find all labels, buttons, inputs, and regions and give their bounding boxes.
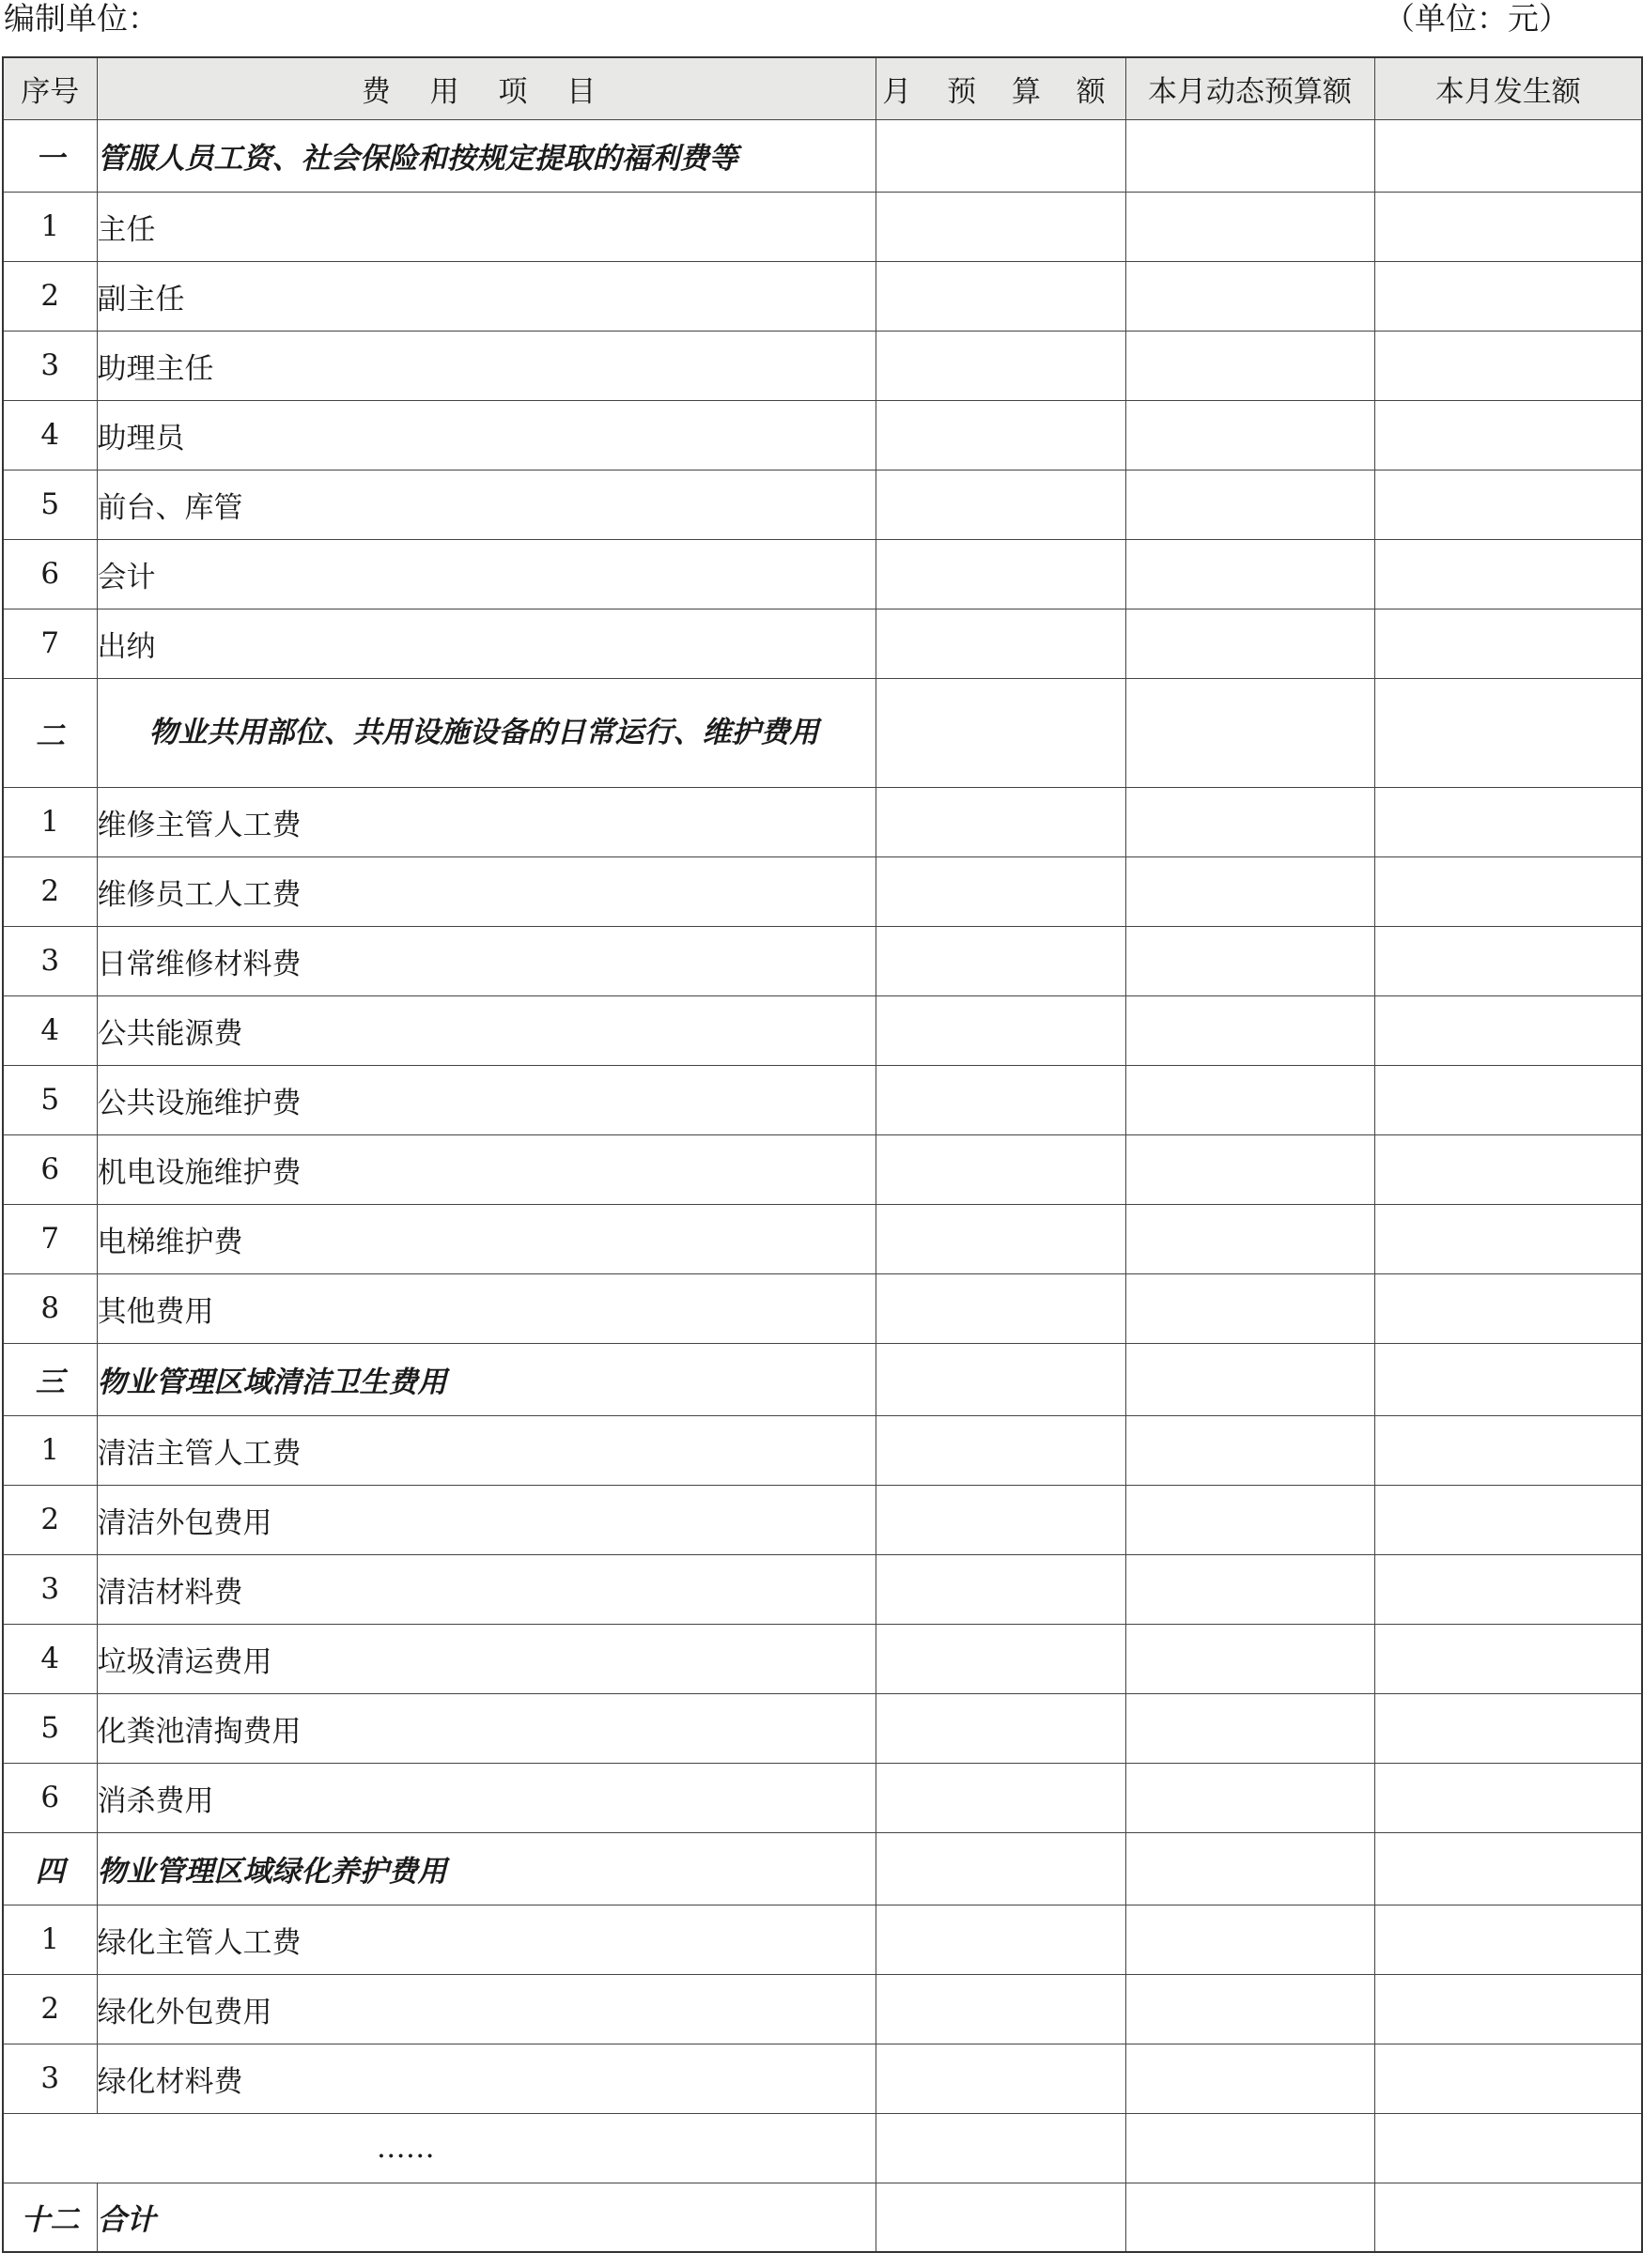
row-seq: 三	[3, 1343, 97, 1415]
unit-label: （单位：元）	[1384, 0, 1570, 37]
dynamic-budget-cell[interactable]	[1125, 1065, 1374, 1134]
row-item: 管服人员工资、社会保险和按规定提取的福利费等	[97, 119, 876, 192]
dynamic-budget-cell[interactable]	[1125, 400, 1374, 470]
col-header-seq: 序号	[3, 57, 97, 119]
actual-cell[interactable]	[1374, 1134, 1642, 1204]
budget-table	[2, 56, 1643, 2253]
dynamic-budget-cell[interactable]	[1125, 539, 1374, 609]
row-item: 消杀费用	[97, 1763, 876, 1832]
row-seq: 7	[3, 609, 97, 678]
actual-cell[interactable]	[1374, 787, 1642, 856]
row-seq: 二	[3, 678, 97, 787]
actual-cell[interactable]	[1374, 926, 1642, 995]
dynamic-budget-cell[interactable]	[1125, 1624, 1374, 1693]
row-seq: 1	[3, 192, 97, 261]
actual-cell[interactable]	[1374, 1974, 1642, 2044]
table-row	[3, 995, 1642, 1065]
dynamic-budget-cell[interactable]	[1125, 1343, 1374, 1415]
actual-cell[interactable]	[1374, 400, 1642, 470]
monthly-budget-cell[interactable]	[876, 1905, 1125, 1974]
row-seq: 3	[3, 926, 97, 995]
row-seq: 3	[3, 1554, 97, 1624]
dynamic-budget-cell[interactable]	[1125, 787, 1374, 856]
row-item: 物业共用部位、共用设施设备的日常运行、维护费用	[97, 678, 876, 787]
monthly-budget-cell[interactable]	[876, 261, 1125, 331]
table-row	[3, 1204, 1642, 1273]
monthly-budget-cell[interactable]	[876, 2113, 1125, 2183]
table-row	[3, 1974, 1642, 2044]
col-header-dynamic-budget: 本月动态预算额	[1125, 57, 1374, 119]
monthly-budget-cell[interactable]	[876, 678, 1125, 787]
row-seq: 5	[3, 1693, 97, 1763]
actual-cell[interactable]	[1374, 539, 1642, 609]
row-item: 主任	[97, 192, 876, 261]
actual-cell[interactable]	[1374, 609, 1642, 678]
dynamic-budget-cell[interactable]	[1125, 2113, 1374, 2183]
monthly-budget-cell[interactable]	[876, 119, 1125, 192]
table-row	[3, 1273, 1642, 1343]
row-item: 维修主管人工费	[97, 787, 876, 856]
section-row	[3, 119, 1642, 192]
monthly-budget-cell[interactable]	[876, 1974, 1125, 2044]
col-header-actual: 本月发生额	[1374, 57, 1642, 119]
table-row	[3, 1485, 1642, 1554]
monthly-budget-cell[interactable]	[876, 1415, 1125, 1485]
row-item: 前台、库管	[97, 470, 876, 539]
row-item: 物业管理区域清洁卫生费用	[97, 1343, 876, 1415]
row-seq: 4	[3, 995, 97, 1065]
row-item: 公共设施维护费	[97, 1065, 876, 1134]
total-row	[3, 2183, 1642, 2252]
dynamic-budget-cell[interactable]	[1125, 1974, 1374, 2044]
row-seq: 1	[3, 1415, 97, 1485]
monthly-budget-cell[interactable]	[876, 539, 1125, 609]
row-seq: 6	[3, 539, 97, 609]
row-seq: 四	[3, 1832, 97, 1905]
actual-cell[interactable]	[1374, 119, 1642, 192]
actual-cell[interactable]	[1374, 1763, 1642, 1832]
row-seq: 3	[3, 2044, 97, 2113]
row-item: 助理主任	[97, 331, 876, 400]
monthly-budget-cell[interactable]	[876, 1204, 1125, 1273]
row-item: 助理员	[97, 400, 876, 470]
row-seq: 2	[3, 856, 97, 926]
row-seq: 4	[3, 400, 97, 470]
monthly-budget-cell[interactable]	[876, 1065, 1125, 1134]
table-row	[3, 331, 1642, 400]
monthly-budget-cell[interactable]	[876, 1624, 1125, 1693]
dynamic-budget-cell[interactable]	[1125, 678, 1374, 787]
row-item: 机电设施维护费	[97, 1134, 876, 1204]
monthly-budget-cell[interactable]	[876, 856, 1125, 926]
row-seq: 5	[3, 470, 97, 539]
monthly-budget-cell[interactable]	[876, 787, 1125, 856]
monthly-budget-cell[interactable]	[876, 1485, 1125, 1554]
actual-cell[interactable]	[1374, 2044, 1642, 2113]
monthly-budget-cell[interactable]	[876, 2044, 1125, 2113]
monthly-budget-cell[interactable]	[876, 1554, 1125, 1624]
ellipsis-text: ……	[3, 2113, 876, 2183]
actual-cell[interactable]	[1374, 995, 1642, 1065]
actual-cell[interactable]	[1374, 856, 1642, 926]
col-header-monthly-budget: 月 预 算 额	[876, 57, 1125, 119]
table-row	[3, 400, 1642, 470]
row-seq: 1	[3, 1905, 97, 1974]
actual-cell[interactable]	[1374, 1693, 1642, 1763]
row-seq: 2	[3, 1974, 97, 2044]
dynamic-budget-cell[interactable]	[1125, 1554, 1374, 1624]
table-row	[3, 261, 1642, 331]
actual-cell[interactable]	[1374, 470, 1642, 539]
table-row	[3, 1763, 1642, 1832]
row-item: 清洁主管人工费	[97, 1415, 876, 1485]
row-item: 清洁材料费	[97, 1554, 876, 1624]
dynamic-budget-cell[interactable]	[1125, 119, 1374, 192]
table-row	[3, 1693, 1642, 1763]
table-row	[3, 470, 1642, 539]
table-row	[3, 926, 1642, 995]
actual-cell[interactable]	[1374, 2183, 1642, 2252]
dynamic-budget-cell[interactable]	[1125, 1763, 1374, 1832]
header-row	[3, 57, 1642, 119]
row-item: 电梯维护费	[97, 1204, 876, 1273]
section-row	[3, 1832, 1642, 1905]
dynamic-budget-cell[interactable]	[1125, 1832, 1374, 1905]
dynamic-budget-cell[interactable]	[1125, 1905, 1374, 1974]
monthly-budget-cell[interactable]	[876, 609, 1125, 678]
row-seq: 8	[3, 1273, 97, 1343]
actual-cell[interactable]	[1374, 1624, 1642, 1693]
row-seq: 3	[3, 331, 97, 400]
table-row	[3, 1554, 1642, 1624]
dynamic-budget-cell[interactable]	[1125, 995, 1374, 1065]
dynamic-budget-cell[interactable]	[1125, 1273, 1374, 1343]
row-item: 绿化外包费用	[97, 1974, 876, 2044]
row-seq: 2	[3, 1485, 97, 1554]
row-item: 绿化主管人工费	[97, 1905, 876, 1974]
monthly-budget-cell[interactable]	[876, 2183, 1125, 2252]
row-item: 其他费用	[97, 1273, 876, 1343]
monthly-budget-cell[interactable]	[876, 331, 1125, 400]
row-item: 日常维修材料费	[97, 926, 876, 995]
actual-cell[interactable]	[1374, 1485, 1642, 1554]
monthly-budget-cell[interactable]	[876, 1832, 1125, 1905]
table-row	[3, 1624, 1642, 1693]
monthly-budget-cell[interactable]	[876, 1134, 1125, 1204]
dynamic-budget-cell[interactable]	[1125, 470, 1374, 539]
actual-cell[interactable]	[1374, 1415, 1642, 1485]
row-item: 清洁外包费用	[97, 1485, 876, 1554]
dynamic-budget-cell[interactable]	[1125, 1415, 1374, 1485]
dynamic-budget-cell[interactable]	[1125, 2044, 1374, 2113]
org-label: 编制单位：	[4, 0, 159, 37]
table-row	[3, 539, 1642, 609]
row-item: 出纳	[97, 609, 876, 678]
dynamic-budget-cell[interactable]	[1125, 856, 1374, 926]
dynamic-budget-cell[interactable]	[1125, 926, 1374, 995]
row-item: 会计	[97, 539, 876, 609]
dynamic-budget-cell[interactable]	[1125, 261, 1374, 331]
row-item: 公共能源费	[97, 995, 876, 1065]
row-item: 维修员工人工费	[97, 856, 876, 926]
monthly-budget-cell[interactable]	[876, 1273, 1125, 1343]
table-row	[3, 609, 1642, 678]
row-item: 化粪池清掏费用	[97, 1693, 876, 1763]
row-seq: 1	[3, 787, 97, 856]
dynamic-budget-cell[interactable]	[1125, 192, 1374, 261]
actual-cell[interactable]	[1374, 331, 1642, 400]
table-row	[3, 2044, 1642, 2113]
actual-cell[interactable]	[1374, 2113, 1642, 2183]
row-item: 副主任	[97, 261, 876, 331]
dynamic-budget-cell[interactable]	[1125, 1204, 1374, 1273]
actual-cell[interactable]	[1374, 1832, 1642, 1905]
table-row	[3, 1134, 1642, 1204]
monthly-budget-cell[interactable]	[876, 400, 1125, 470]
row-seq: 6	[3, 1134, 97, 1204]
dynamic-budget-cell[interactable]	[1125, 609, 1374, 678]
ellipsis-row	[3, 2113, 1642, 2183]
table-row	[3, 1905, 1642, 1974]
col-header-item: 费 用 项 目	[97, 57, 876, 119]
table-row	[3, 856, 1642, 926]
actual-cell[interactable]	[1374, 261, 1642, 331]
dynamic-budget-cell[interactable]	[1125, 1485, 1374, 1554]
monthly-budget-cell[interactable]	[876, 1763, 1125, 1832]
monthly-budget-cell[interactable]	[876, 1693, 1125, 1763]
table-row	[3, 192, 1642, 261]
actual-cell[interactable]	[1374, 1905, 1642, 1974]
form-header	[0, 0, 1643, 47]
total-label: 合计	[97, 2183, 876, 2252]
section-row	[3, 678, 1642, 787]
table-row	[3, 1415, 1642, 1485]
row-item: 垃圾清运费用	[97, 1624, 876, 1693]
row-seq: 2	[3, 261, 97, 331]
dynamic-budget-cell[interactable]	[1125, 1693, 1374, 1763]
table-row	[3, 1065, 1642, 1134]
row-seq: 6	[3, 1763, 97, 1832]
actual-cell[interactable]	[1374, 1554, 1642, 1624]
actual-cell[interactable]	[1374, 1204, 1642, 1273]
dynamic-budget-cell[interactable]	[1125, 1134, 1374, 1204]
monthly-budget-cell[interactable]	[876, 1343, 1125, 1415]
dynamic-budget-cell[interactable]	[1125, 331, 1374, 400]
actual-cell[interactable]	[1374, 1343, 1642, 1415]
actual-cell[interactable]	[1374, 1065, 1642, 1134]
section-row	[3, 1343, 1642, 1415]
monthly-budget-cell[interactable]	[876, 470, 1125, 539]
row-item: 物业管理区域绿化养护费用	[97, 1832, 876, 1905]
row-seq: 一	[3, 119, 97, 192]
row-seq: 4	[3, 1624, 97, 1693]
row-seq: 5	[3, 1065, 97, 1134]
dynamic-budget-cell[interactable]	[1125, 2183, 1374, 2252]
monthly-budget-cell[interactable]	[876, 926, 1125, 995]
row-seq: 7	[3, 1204, 97, 1273]
monthly-budget-cell[interactable]	[876, 995, 1125, 1065]
actual-cell[interactable]	[1374, 192, 1642, 261]
actual-cell[interactable]	[1374, 1273, 1642, 1343]
total-seq: 十二	[3, 2183, 97, 2252]
actual-cell[interactable]	[1374, 678, 1642, 787]
row-item: 绿化材料费	[97, 2044, 876, 2113]
table-row	[3, 787, 1642, 856]
monthly-budget-cell[interactable]	[876, 192, 1125, 261]
